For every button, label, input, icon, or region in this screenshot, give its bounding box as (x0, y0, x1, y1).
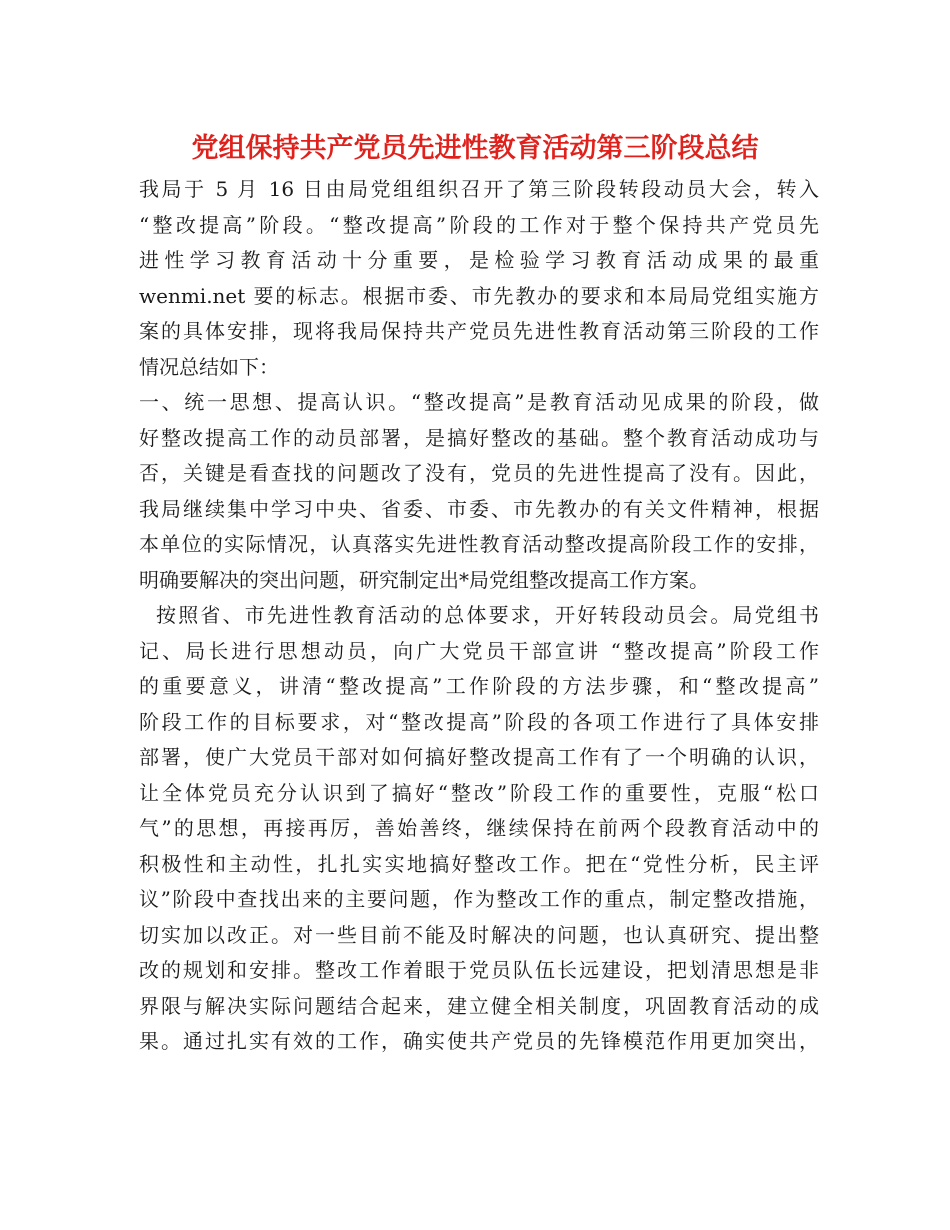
body-line: 气”的思想，再接再厉，善始善终，继续保持在前两个段教育活动中的 (139, 816, 819, 840)
body-line: 阶段工作的目标要求，对“整改提高”阶段的各项工作进行了具体安排 (139, 709, 819, 734)
body-line: 按照省、市先进性教育活动的总体要求，开好转段动员会。局党组书 (139, 603, 819, 627)
body-line: 记、局长进行思想动员，向广大党员干部宣讲 “整改提高”阶段工作 (139, 638, 819, 663)
body-line: 我局继续集中学习中央、省委、市委、市先教办的有关文件精神，根据 (139, 496, 819, 521)
body-line: 的重要意义，讲清“整改提高”工作阶段的方法步骤，和“整改提高” (139, 674, 819, 698)
body-line: 进性学习教育活动十分重要，是检验学习教育活动成果的最重 (139, 248, 819, 272)
document-body (139, 172, 819, 1060)
body-line: 本单位的实际情况，认真落实先进性教育活动整改提高阶段工作的安排， (139, 532, 819, 556)
body-line: 议”阶段中查找出来的主要问题，作为整改工作的重点，制定整改措施， (139, 887, 819, 911)
body-line: 我局于 5 月 16 日由局党组组织召开了第三阶段转段动员大会，转入 (139, 177, 819, 201)
body-line: 案的具体安排，现将我局保持共产党员先进性教育活动第三阶段的工作 (139, 319, 819, 343)
body-line: 界限与解决实际问题结合起来，建立健全相关制度，巩固教育活动的成 (139, 993, 819, 1018)
body-line: 部署，使广大党员干部对如何搞好整改提高工作有了一个明确的认识， (139, 745, 819, 769)
body-line: 好整改提高工作的动员部署，是搞好整改的基础。整个教育活动成功与 (139, 425, 819, 450)
body-line: 一、统一思想、提高认识。“整改提高”是教育活动见成果的阶段，做 (139, 390, 819, 414)
body-line: wenmi.net 要的标志。根据市委、市先教办的要求和本局局党组实施方 (139, 283, 819, 308)
body-line: 情况总结如下： (139, 354, 279, 379)
body-line: “整改提高”阶段。“整改提高”阶段的工作对于整个保持共产党员先 (139, 212, 819, 237)
body-line: 否，关键是看查找的问题改了没有，党员的先进性提高了没有。因此， (139, 461, 819, 485)
body-line: 果。通过扎实有效的工作，确实使共产党员的先锋模范作用更加突出， (139, 1029, 819, 1053)
body-line: 切实加以改正。对一些目前不能及时解决的问题，也认真研究、提出整 (139, 922, 819, 947)
body-line: 改的规划和安排。整改工作着眼于党员队伍长远建设，把划清思想是非 (139, 958, 819, 982)
document-title: 党组保持共产党员先进性教育活动第三阶段总结 (191, 133, 759, 164)
body-line: 明确要解决的突出问题，研究制定出*局党组整改提高工作方案。 (139, 567, 709, 592)
body-line: 积极性和主动性，扎扎实实地搞好整改工作。把在“党性分析，民主评 (139, 851, 819, 876)
body-line: 让全体党员充分认识到了搞好“整改”阶段工作的重要性，克服“松口 (139, 780, 819, 805)
